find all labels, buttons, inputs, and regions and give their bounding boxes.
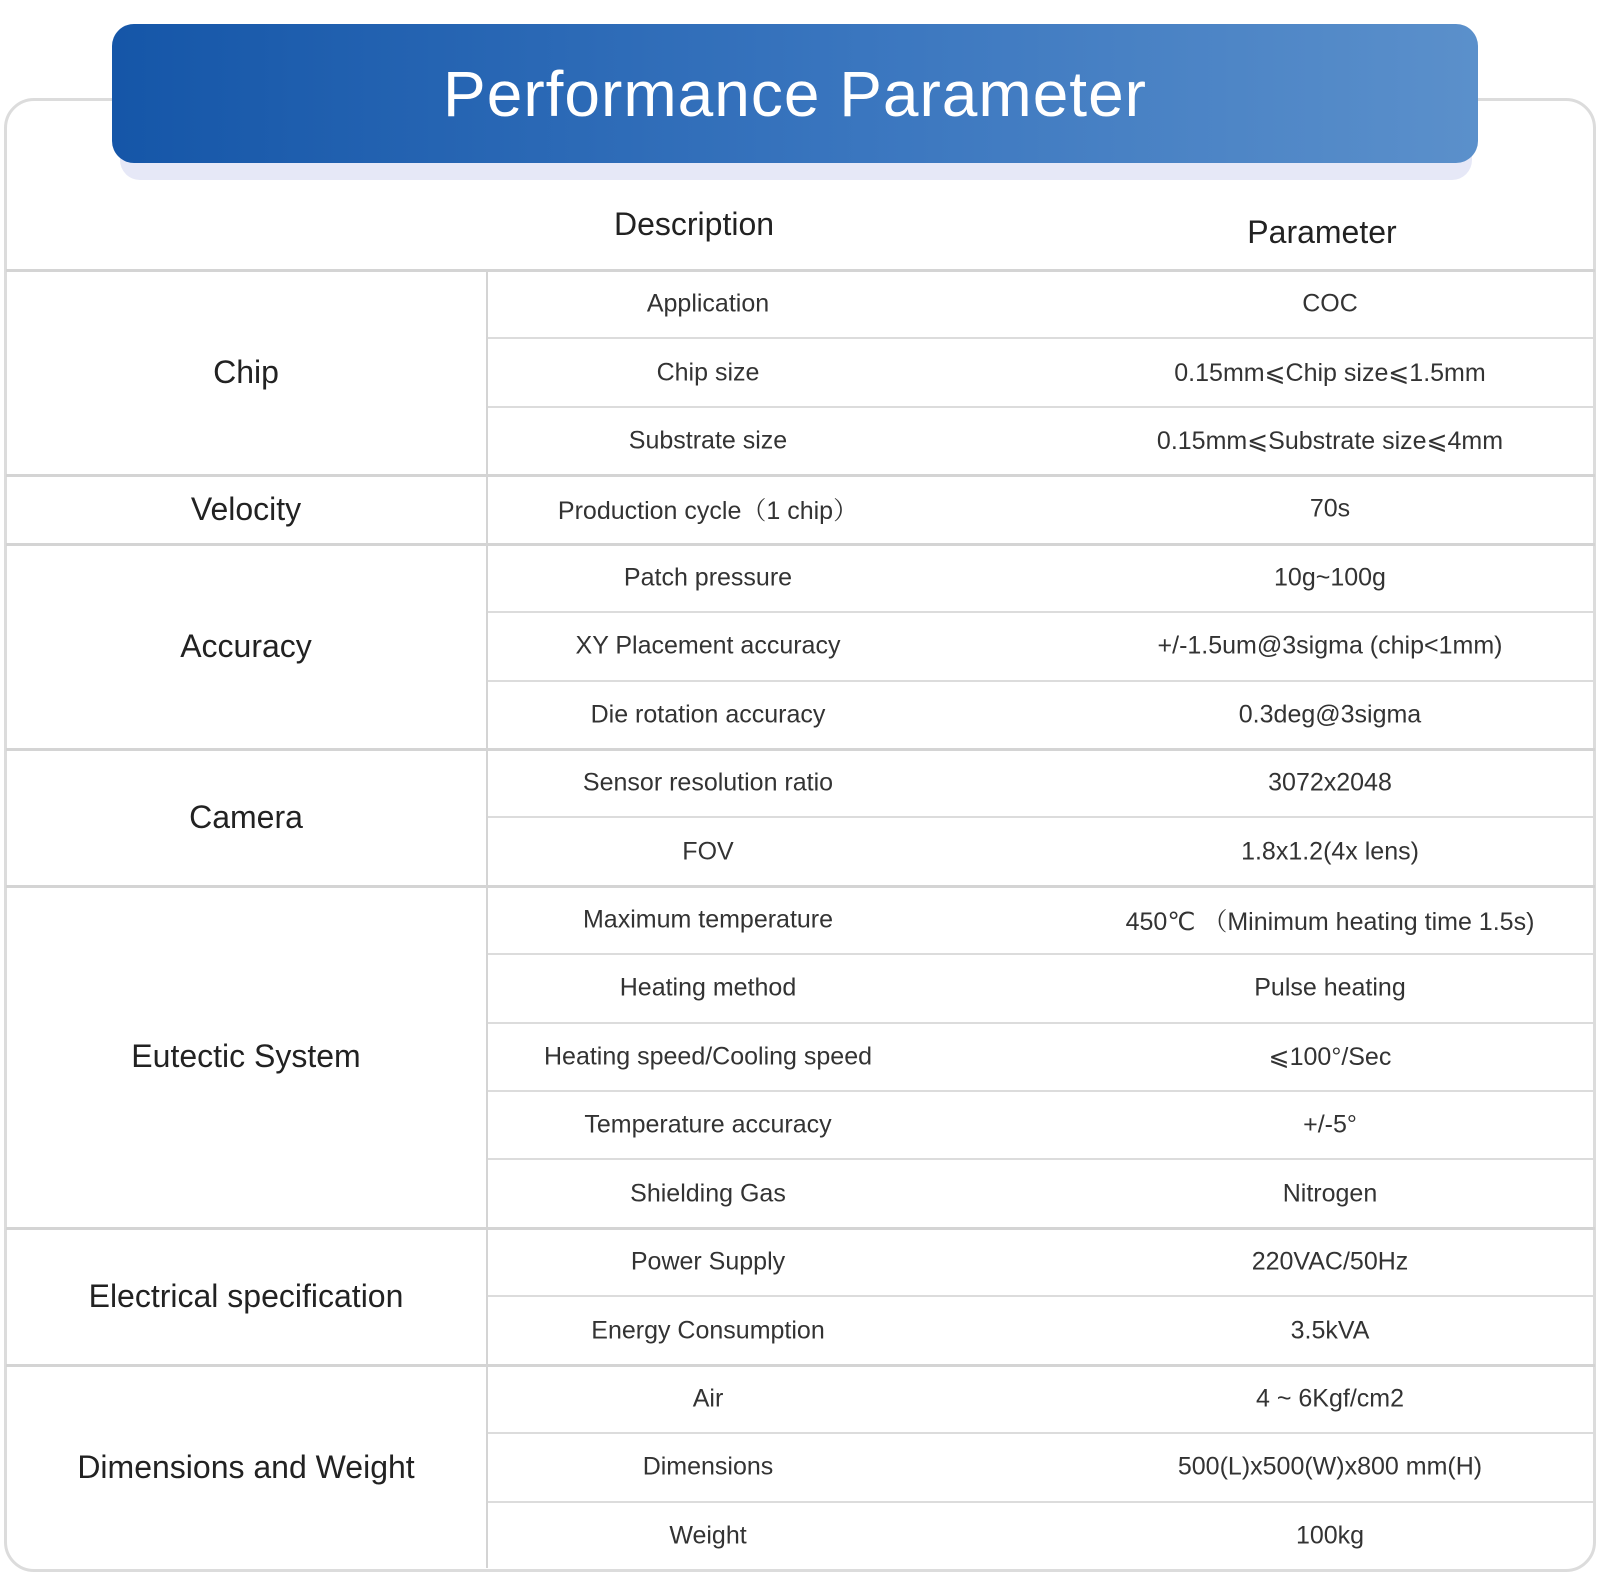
table-row — [488, 1433, 1593, 1501]
row-description: Power Supply — [630, 1247, 786, 1276]
table-row — [488, 1228, 1593, 1296]
group-label: Dimensions and Weight — [77, 1448, 415, 1485]
table-row — [488, 954, 1593, 1022]
group-label: Chip — [213, 354, 279, 391]
row-description: Substrate size — [628, 426, 788, 455]
table-row — [488, 407, 1593, 475]
title-banner — [112, 24, 1478, 163]
table-row — [488, 612, 1593, 680]
table-row — [488, 681, 1593, 749]
row-description: Maximum temperature — [582, 905, 834, 934]
row-parameter: 3.5kVA — [1290, 1316, 1370, 1345]
row-parameter: 450℃ （Minimum heating time 1.5s) — [1125, 907, 1535, 936]
table-row — [488, 1296, 1593, 1364]
table-row — [488, 886, 1593, 954]
row-parameter: 0.15mm⩽Chip size⩽1.5mm — [1174, 358, 1486, 387]
row-description: Temperature accuracy — [584, 1110, 832, 1139]
table-row — [488, 749, 1593, 817]
row-description: XY Placement accuracy — [575, 631, 841, 660]
row-parameter: 10g~100g — [1274, 563, 1386, 592]
row-parameter: 70s — [1309, 494, 1351, 523]
row-description: Energy Consumption — [591, 1316, 825, 1345]
table-row — [488, 475, 1593, 543]
row-description: Die rotation accuracy — [590, 700, 826, 729]
row-parameter: COC — [1302, 289, 1358, 318]
row-parameter: 4 ~ 6Kgf/cm2 — [1256, 1384, 1404, 1413]
row-description: Chip size — [656, 358, 760, 387]
row-description: Application — [646, 289, 770, 318]
row-description: Weight — [669, 1521, 747, 1550]
group-label: Accuracy — [180, 627, 312, 664]
table-row — [488, 544, 1593, 612]
table-row — [488, 817, 1593, 885]
table-row — [488, 1023, 1593, 1091]
table-row — [488, 1365, 1593, 1433]
table-row — [488, 1159, 1593, 1227]
row-parameter: 220VAC/50Hz — [1251, 1247, 1409, 1276]
row-parameter: 1.8x1.2(4x lens) — [1241, 837, 1419, 866]
row-description: Patch pressure — [623, 563, 793, 592]
table-row — [488, 1502, 1593, 1570]
page-title: Performance Parameter — [443, 57, 1147, 130]
row-parameter: Nitrogen — [1282, 1179, 1378, 1208]
row-parameter: ⩽100°/Sec — [1268, 1042, 1392, 1071]
row-parameter: 500(L)x500(W)x800 mm(H) — [1177, 1452, 1483, 1481]
row-parameter: 3072x2048 — [1268, 768, 1392, 797]
row-description: Dimensions — [642, 1452, 774, 1481]
row-parameter: Pulse heating — [1254, 973, 1406, 1002]
row-description: FOV — [682, 837, 734, 866]
group-label: Camera — [189, 798, 303, 835]
row-parameter: 0.3deg@3sigma — [1238, 700, 1422, 729]
row-parameter: +/-1.5um@3sigma (chip<1mm) — [1157, 631, 1503, 660]
column-header-description: Description — [613, 206, 775, 242]
row-description: Air — [692, 1384, 724, 1413]
row-description: Sensor resolution ratio — [582, 768, 834, 797]
row-parameter: +/-5° — [1303, 1110, 1357, 1139]
row-description: Shielding Gas — [630, 1179, 786, 1208]
table-row — [488, 270, 1593, 338]
group-label: Electrical specification — [88, 1277, 404, 1314]
row-description: Heating speed/Cooling speed — [543, 1042, 873, 1071]
row-description: Production cycle（1 chip） — [557, 497, 859, 526]
row-parameter: 0.15mm⩽Substrate size⩽4mm — [1156, 427, 1504, 456]
table-row — [488, 338, 1593, 406]
column-header-parameter: Parameter — [1247, 214, 1397, 250]
row-description: Heating method — [619, 973, 797, 1002]
row-parameter: 100kg — [1295, 1521, 1365, 1550]
group-label: Eutectic System — [131, 1038, 361, 1075]
group-label: Velocity — [190, 490, 302, 527]
table-row — [488, 1091, 1593, 1159]
